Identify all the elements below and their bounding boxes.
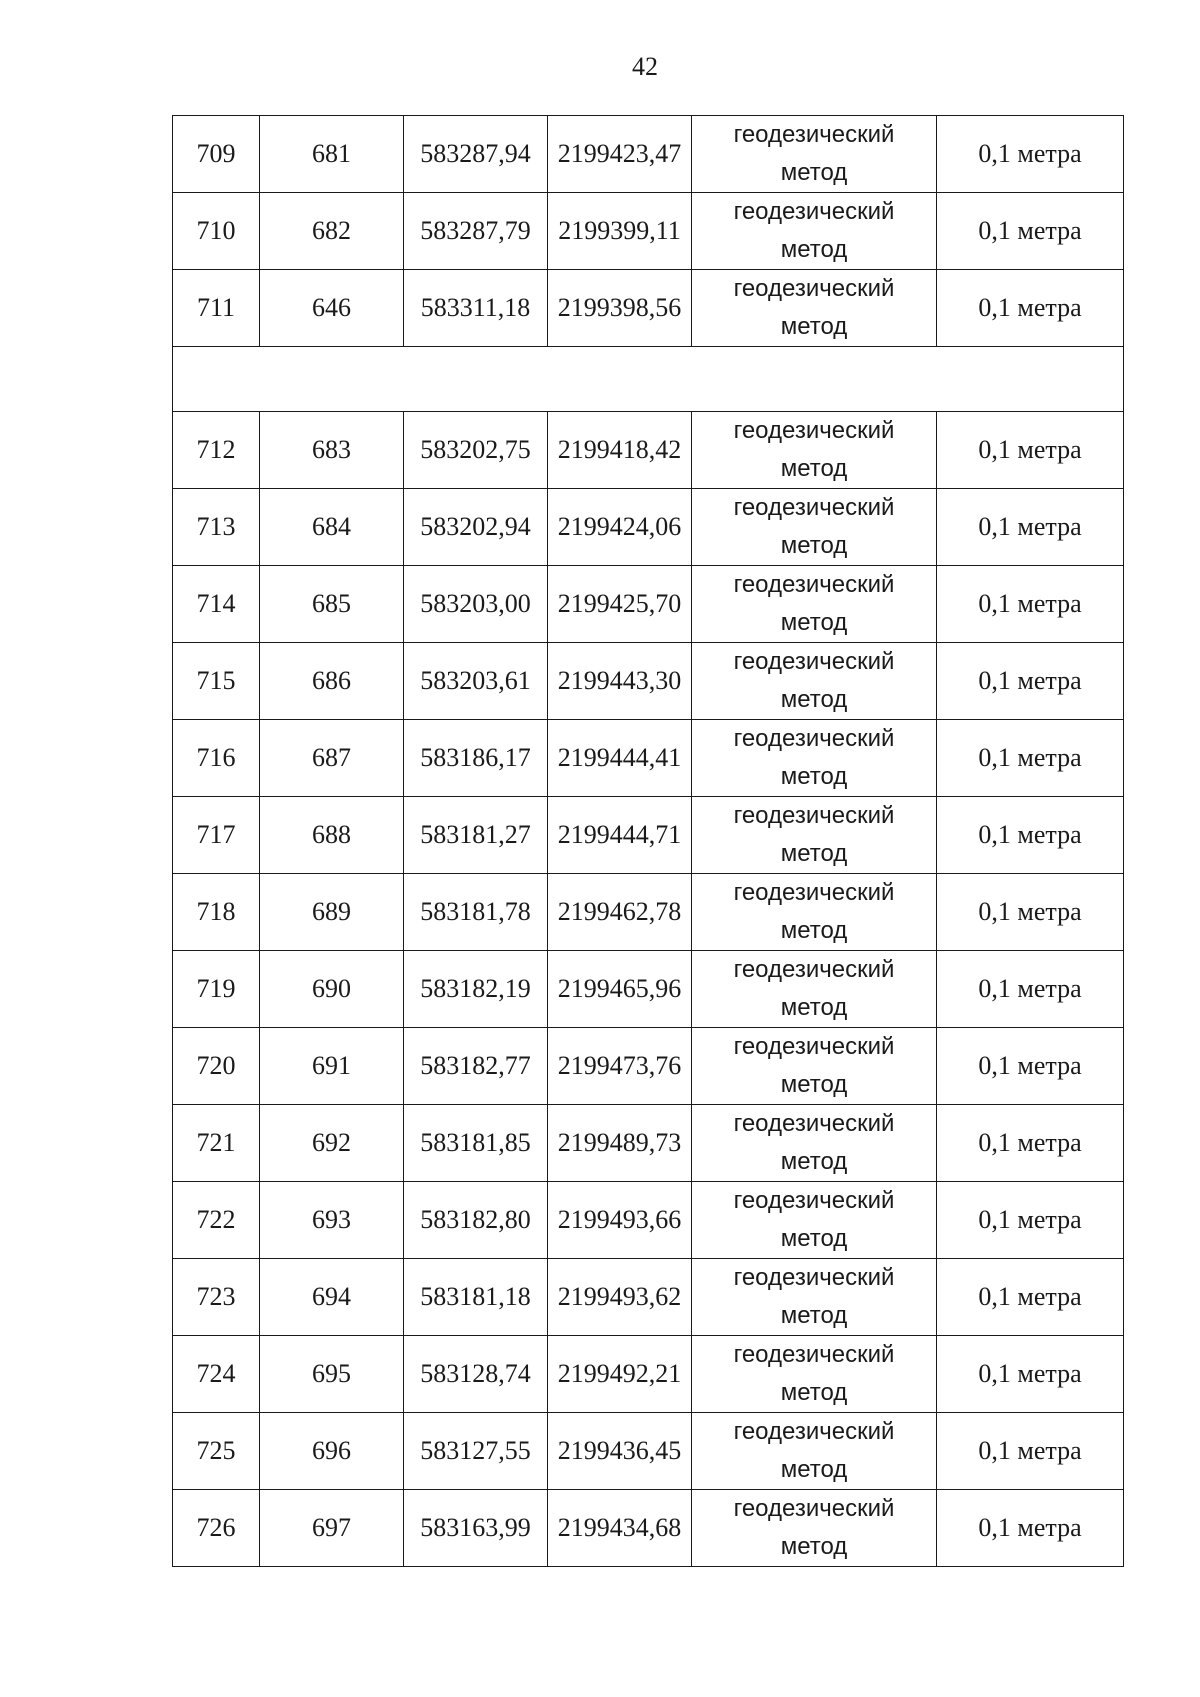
method-cell [692, 951, 937, 1028]
point-number-cell: 681 [260, 116, 404, 193]
row-number-cell: 715 [173, 643, 260, 720]
table-row [173, 643, 1124, 720]
row-number-cell: 711 [173, 270, 260, 347]
method-line-1: геодезический [733, 1187, 895, 1214]
method-line-1: геодезический [733, 275, 895, 302]
row-number-cell: 725 [173, 1413, 260, 1490]
row-number-cell: 720 [173, 1028, 260, 1105]
y-coordinate-cell: 2199444,41 [548, 720, 692, 797]
method-line-2: метод [780, 994, 848, 1021]
method-cell [692, 1336, 937, 1413]
method-cell [692, 1413, 937, 1490]
y-coordinate-cell: 2199462,78 [548, 874, 692, 951]
accuracy-cell: 0,1 метра [937, 412, 1124, 489]
x-coordinate-cell: 583128,74 [404, 1336, 548, 1413]
table-row [173, 874, 1124, 951]
point-number-cell: 689 [260, 874, 404, 951]
method-cell [692, 193, 937, 270]
method-cell [692, 874, 937, 951]
x-coordinate-cell: 583287,79 [404, 193, 548, 270]
accuracy-cell: 0,1 метра [937, 1490, 1124, 1567]
accuracy-cell: 0,1 метра [937, 951, 1124, 1028]
row-number-cell: 710 [173, 193, 260, 270]
row-number-cell: 722 [173, 1182, 260, 1259]
method-line-1: геодезический [733, 956, 895, 983]
method-line-1: геодезический [733, 725, 895, 752]
method-line-2: метод [780, 236, 848, 263]
point-number-cell: 697 [260, 1490, 404, 1567]
coordinates-table-body [173, 116, 1124, 1567]
point-number-cell: 682 [260, 193, 404, 270]
row-number-cell: 718 [173, 874, 260, 951]
method-line-1: геодезический [733, 198, 895, 225]
x-coordinate-cell: 583311,18 [404, 270, 548, 347]
table-row [173, 1336, 1124, 1413]
method-line-2: метод [780, 1379, 848, 1406]
method-line-2: метод [780, 763, 848, 790]
x-coordinate-cell: 583287,94 [404, 116, 548, 193]
x-coordinate-cell: 583127,55 [404, 1413, 548, 1490]
x-coordinate-cell: 583182,80 [404, 1182, 548, 1259]
method-cell [692, 1105, 937, 1182]
method-line-1: геодезический [733, 1495, 895, 1522]
method-cell [692, 412, 937, 489]
page-number: 42 [632, 52, 658, 81]
accuracy-cell: 0,1 метра [937, 489, 1124, 566]
point-number-cell: 692 [260, 1105, 404, 1182]
method-line-1: геодезический [733, 571, 895, 598]
method-line-2: метод [780, 1225, 848, 1252]
point-number-cell: 687 [260, 720, 404, 797]
y-coordinate-cell: 2199418,42 [548, 412, 692, 489]
row-number-cell: 709 [173, 116, 260, 193]
method-line-1: геодезический [733, 494, 895, 521]
row-number-cell: 716 [173, 720, 260, 797]
x-coordinate-cell: 583203,00 [404, 566, 548, 643]
method-line-2: метод [780, 609, 848, 636]
method-line-1: геодезический [733, 417, 895, 444]
table-row [173, 1028, 1124, 1105]
method-line-1: геодезический [733, 1110, 895, 1137]
method-cell [692, 720, 937, 797]
y-coordinate-cell: 2199444,71 [548, 797, 692, 874]
point-number-cell: 694 [260, 1259, 404, 1336]
method-cell [692, 566, 937, 643]
accuracy-cell: 0,1 метра [937, 1028, 1124, 1105]
method-line-1: геодезический [733, 879, 895, 906]
method-line-2: метод [780, 686, 848, 713]
y-coordinate-cell: 2199492,21 [548, 1336, 692, 1413]
table-row [173, 1182, 1124, 1259]
accuracy-cell: 0,1 метра [937, 566, 1124, 643]
point-number-cell: 686 [260, 643, 404, 720]
method-line-2: метод [780, 1533, 848, 1560]
accuracy-cell: 0,1 метра [937, 797, 1124, 874]
row-number-cell: 712 [173, 412, 260, 489]
y-coordinate-cell: 2199473,76 [548, 1028, 692, 1105]
table-row [173, 193, 1124, 270]
point-number-cell: 646 [260, 270, 404, 347]
method-line-1: геодезический [733, 121, 895, 148]
method-cell [692, 643, 937, 720]
y-coordinate-cell: 2199489,73 [548, 1105, 692, 1182]
method-cell [692, 489, 937, 566]
row-number-cell: 717 [173, 797, 260, 874]
y-coordinate-cell: 2199465,96 [548, 951, 692, 1028]
accuracy-cell: 0,1 метра [937, 1336, 1124, 1413]
method-line-2: метод [780, 455, 848, 482]
accuracy-cell: 0,1 метра [937, 643, 1124, 720]
accuracy-cell: 0,1 метра [937, 1182, 1124, 1259]
method-line-2: метод [780, 917, 848, 944]
method-line-2: метод [780, 1148, 848, 1175]
y-coordinate-cell: 2199423,47 [548, 116, 692, 193]
x-coordinate-cell: 583182,77 [404, 1028, 548, 1105]
y-coordinate-cell: 2199399,11 [548, 193, 692, 270]
method-cell [692, 270, 937, 347]
method-cell [692, 1259, 937, 1336]
accuracy-cell: 0,1 метра [937, 1105, 1124, 1182]
method-line-2: метод [780, 1071, 848, 1098]
accuracy-cell: 0,1 метра [937, 116, 1124, 193]
method-line-1: геодезический [733, 648, 895, 675]
x-coordinate-cell: 583182,19 [404, 951, 548, 1028]
accuracy-cell: 0,1 метра [937, 874, 1124, 951]
method-line-1: геодезический [733, 1264, 895, 1291]
method-cell [692, 1490, 937, 1567]
row-number-cell: 726 [173, 1490, 260, 1567]
method-line-2: метод [780, 840, 848, 867]
y-coordinate-cell: 2199398,56 [548, 270, 692, 347]
point-number-cell: 685 [260, 566, 404, 643]
x-coordinate-cell: 583186,17 [404, 720, 548, 797]
separator-cell [173, 347, 1124, 412]
table-row [173, 412, 1124, 489]
accuracy-cell: 0,1 метра [937, 193, 1124, 270]
row-number-cell: 713 [173, 489, 260, 566]
method-line-1: геодезический [733, 802, 895, 829]
point-number-cell: 691 [260, 1028, 404, 1105]
table-row [173, 1259, 1124, 1336]
y-coordinate-cell: 2199425,70 [548, 566, 692, 643]
method-line-2: метод [780, 1456, 848, 1483]
x-coordinate-cell: 583163,99 [404, 1490, 548, 1567]
accuracy-cell: 0,1 метра [937, 720, 1124, 797]
row-number-cell: 719 [173, 951, 260, 1028]
y-coordinate-cell: 2199434,68 [548, 1490, 692, 1567]
point-number-cell: 693 [260, 1182, 404, 1259]
table-row [173, 1490, 1124, 1567]
table-row [173, 1105, 1124, 1182]
table-row [173, 951, 1124, 1028]
row-number-cell: 724 [173, 1336, 260, 1413]
table-row [173, 566, 1124, 643]
x-coordinate-cell: 583181,78 [404, 874, 548, 951]
method-line-2: метод [780, 159, 848, 186]
x-coordinate-cell: 583181,27 [404, 797, 548, 874]
y-coordinate-cell: 2199443,30 [548, 643, 692, 720]
method-cell [692, 116, 937, 193]
x-coordinate-cell: 583181,18 [404, 1259, 548, 1336]
y-coordinate-cell: 2199493,62 [548, 1259, 692, 1336]
table-row [173, 270, 1124, 347]
accuracy-cell: 0,1 метра [937, 1259, 1124, 1336]
point-number-cell: 684 [260, 489, 404, 566]
table-row [173, 797, 1124, 874]
method-cell [692, 1028, 937, 1105]
point-number-cell: 696 [260, 1413, 404, 1490]
method-line-2: метод [780, 313, 848, 340]
row-number-cell: 721 [173, 1105, 260, 1182]
point-number-cell: 688 [260, 797, 404, 874]
row-number-cell: 714 [173, 566, 260, 643]
method-line-2: метод [780, 1302, 848, 1329]
method-line-1: геодезический [733, 1341, 895, 1368]
table-row [173, 116, 1124, 193]
coordinates-table [172, 115, 1124, 1567]
method-line-1: геодезический [733, 1418, 895, 1445]
y-coordinate-cell: 2199436,45 [548, 1413, 692, 1490]
x-coordinate-cell: 583181,85 [404, 1105, 548, 1182]
x-coordinate-cell: 583202,75 [404, 412, 548, 489]
y-coordinate-cell: 2199493,66 [548, 1182, 692, 1259]
separator-row [173, 347, 1124, 412]
row-number-cell: 723 [173, 1259, 260, 1336]
x-coordinate-cell: 583202,94 [404, 489, 548, 566]
table-row [173, 489, 1124, 566]
table-row [173, 1413, 1124, 1490]
method-line-1: геодезический [733, 1033, 895, 1060]
method-cell [692, 797, 937, 874]
method-line-2: метод [780, 532, 848, 559]
y-coordinate-cell: 2199424,06 [548, 489, 692, 566]
method-cell [692, 1182, 937, 1259]
point-number-cell: 690 [260, 951, 404, 1028]
point-number-cell: 683 [260, 412, 404, 489]
x-coordinate-cell: 583203,61 [404, 643, 548, 720]
table-row [173, 720, 1124, 797]
point-number-cell: 695 [260, 1336, 404, 1413]
accuracy-cell: 0,1 метра [937, 1413, 1124, 1490]
accuracy-cell: 0,1 метра [937, 270, 1124, 347]
